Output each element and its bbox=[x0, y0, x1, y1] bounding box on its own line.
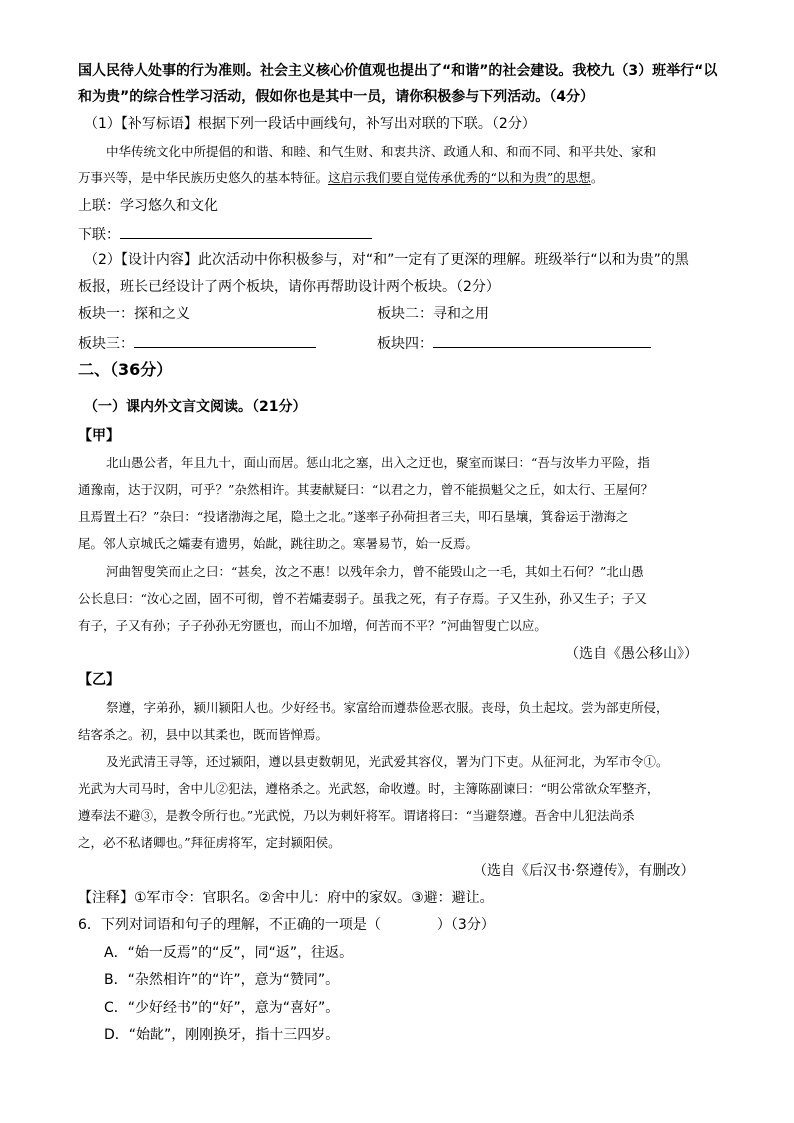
yi-line: 光武为大司马时，舍中儿②犯法，遵格杀之。光武怒，命收遵。时，主簿陈副谏曰：“明公常欲众军整齐， bbox=[78, 781, 660, 796]
underlined-sentence: 这启示我们要自觉传承优秀的“以和为贵”的思想 bbox=[328, 170, 591, 185]
jia-line: 公长息曰：“汝心之固，固不可彻，曾不若孀妻弱子。虽我之死，有子存焉。子又生孙，孙又生子；子又 bbox=[78, 591, 647, 606]
q2-heading-line-1: （2）【设计内容】此次活动中你积极参与，对“和”一定有了更深的理解。班级举行“以和为贵”的黑 bbox=[84, 252, 689, 268]
couplet-lower-label: 下联： bbox=[78, 227, 120, 243]
jia-line: 北山愚公者，年且九十，面山而居。惩山北之塞，出入之迂也，聚室而谋曰：“吾与汝毕力平险，指 bbox=[106, 455, 650, 470]
block-three-label: 板块三： bbox=[78, 336, 134, 352]
intro-line-2: 和为贵”的综合性学习活动，假如你也是其中一员，请你积极参与下列活动。（4分） bbox=[78, 89, 594, 105]
yi-line: 之，必不私诸卿也。”拜征虏将军，定封颍阳侯。 bbox=[78, 835, 341, 850]
jia-line: 通豫南，达于汉阴，可乎？”杂然相许。其妻献疑曰：“以君之力，曾不能损魁父之丘，如太行、王屋何？ bbox=[78, 482, 654, 497]
block-three-answer-blank[interactable] bbox=[134, 335, 316, 348]
q2-heading-line-2: 板报，班长已经设计了两个板块，请你再帮助设计两个板块。（2分） bbox=[78, 279, 500, 295]
intro-line-1: 国人民待人处事的行为准则。社会主义核心价值观也提出了“和谐”的社会建设。我校九（3）班举行“以 bbox=[78, 63, 718, 79]
block-two: 板块二：寻和之用 bbox=[377, 306, 489, 322]
section-two-title: 二、（36分） bbox=[78, 360, 173, 379]
annotation-notes: 【注释】①军市令：官职名。②舍中儿：府中的家奴。③避：避让。 bbox=[78, 890, 494, 906]
block-one: 板块一：探和之义 bbox=[78, 306, 190, 322]
yi-line: 遵奉法不避③，是教令所行也。”光武悦，乃以为刺奸将军。谓诸将曰：“当避祭遵。吾舍中儿犯法尚杀 bbox=[78, 808, 635, 823]
section-two-subtitle: （一）课内外文言文阅读。（21分） bbox=[84, 399, 307, 415]
jia-line: 有子，子又有孙；子子孙孙无穷匮也，而山不加增，何苦而不平？”河曲智叟亡以应。 bbox=[78, 618, 547, 633]
question-6-option-d[interactable]: D．“始龀”，刚刚换牙，指十三四岁。 bbox=[104, 1027, 340, 1043]
yi-line: 及光武清王寻等，还过颍阳，遵以县吏数朝见，光武爱其容仪，署为门下吏。从征河北，为军市令①。 bbox=[106, 754, 669, 769]
q1-paragraph-plain: 万事兴等，是中华民族历史悠久的基本特征。 bbox=[78, 170, 329, 185]
q1-paragraph-line-2 bbox=[78, 172, 603, 185]
q1-heading: （1）【补写标语】根据下列一段话中画线句，补写出对联的下联。（2分） bbox=[84, 116, 536, 132]
passage-jia-label: 【甲】 bbox=[78, 428, 120, 444]
jia-source: （选自《愚公移山》） bbox=[565, 646, 698, 662]
block-four-row bbox=[377, 335, 651, 351]
couplet-upper: 上联：学习悠久和文化 bbox=[78, 198, 218, 214]
passage-yi-label: 【乙】 bbox=[78, 672, 120, 688]
question-6-option-c[interactable]: C．“少好经书”的“好”，意为“喜好”。 bbox=[104, 1000, 340, 1016]
yi-line: 结客杀之。初，县中以其柔也，既而皆惮焉。 bbox=[78, 727, 329, 742]
yi-source: （选自《后汉书·祭遵传》，有删改） bbox=[473, 863, 695, 879]
block-four-answer-blank[interactable] bbox=[433, 335, 651, 348]
jia-line: 尾。邻人京城氏之孀妻有遗男，始龀，跳往助之。寒暑易节，始一反焉。 bbox=[78, 536, 479, 551]
question-6-option-b[interactable]: B．“杂然相许”的“许”，意为“赞同”。 bbox=[104, 972, 340, 988]
block-four-label: 板块四： bbox=[377, 336, 433, 352]
block-three-row bbox=[78, 335, 316, 351]
couplet-lower-row bbox=[78, 226, 372, 242]
question-6-option-a[interactable]: A．“始一反焉”的“反”，同“返”，往返。 bbox=[104, 945, 354, 961]
jia-line: 且焉置土石？”杂曰：“投诸渤海之尾，隐土之北。”遂率子孙荷担者三夫，叩石垦壤，箕畚运于渤海之 bbox=[78, 509, 629, 524]
jia-line: 河曲智叟笑而止之曰：“甚矣，汝之不惠！以残年余力，曾不能毁山之一毛，其如土石何？”北山愚 bbox=[106, 564, 644, 579]
question-6-stem: 6．下列对词语和句子的理解，不正确的一项是（ ）（3分） bbox=[78, 917, 495, 933]
yi-line: 祭遵，字弟孙，颍川颍阳人也。少好经书。家富给而遵恭俭恶衣服。丧母，负土起坟。尝为部吏所侵， bbox=[106, 700, 669, 715]
q1-paragraph-end: 。 bbox=[590, 170, 604, 185]
q1-paragraph-line-1: 中华传统文化中所提倡的和谐、和睦、和气生财、和衷共济、政通人和、和而不同、和平共处、家和 bbox=[106, 144, 657, 159]
couplet-lower-answer-blank[interactable] bbox=[120, 226, 372, 239]
